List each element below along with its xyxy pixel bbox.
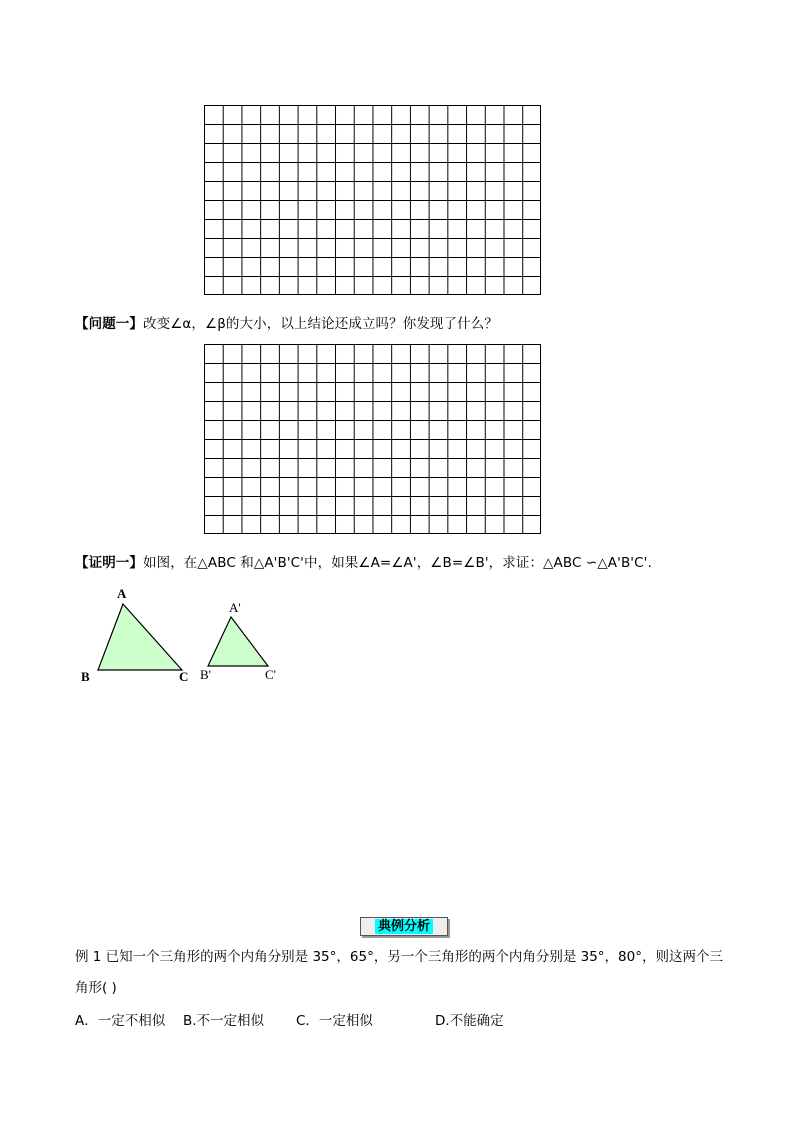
- example-one-options: [75, 1009, 635, 1029]
- question-one: [75, 312, 498, 332]
- option-d: D.不能确定: [435, 1013, 504, 1029]
- vertex-a-label: A: [117, 586, 127, 601]
- option-a: A．一定不相似: [75, 1013, 166, 1029]
- section-title: 典例分析: [375, 919, 433, 934]
- answer-grid-2: [204, 344, 541, 534]
- question-one-text: 改变∠α，∠β的大小，以上结论还成立吗？你发现了什么？: [143, 316, 498, 332]
- option-c: C．一定相似: [296, 1013, 373, 1029]
- option-b: B.不一定相似: [183, 1013, 265, 1029]
- proof-one: [75, 551, 652, 571]
- answer-grid-1: [204, 105, 541, 295]
- triangle-abc-prime: [208, 617, 268, 666]
- question-one-tag: 【问题一】: [75, 316, 143, 332]
- proof-one-text: 如图，在△ABC 和△A'B'C'中，如果∠A=∠A'，∠B=∠B'，求证：△ABC ∽△A'B'C'.: [143, 555, 652, 571]
- vertex-b-label: B: [81, 669, 90, 684]
- example-one-line-1: 例 1 已知一个三角形的两个内角分别是 35°，65°，另一个三角形的两个内角分别是 35°，80°，则这两个三: [75, 949, 723, 965]
- section-header: [360, 917, 448, 936]
- triangles-figure: [78, 582, 288, 687]
- triangle-abc: [98, 604, 182, 670]
- vertex-a-prime-label: A': [229, 600, 241, 615]
- example-one-line-2: 角形( ): [75, 980, 117, 996]
- vertex-b-prime-label: B': [200, 667, 212, 682]
- vertex-c-label: C: [179, 669, 189, 684]
- vertex-c-prime-label: C': [265, 667, 277, 682]
- proof-one-tag: 【证明一】: [75, 555, 143, 571]
